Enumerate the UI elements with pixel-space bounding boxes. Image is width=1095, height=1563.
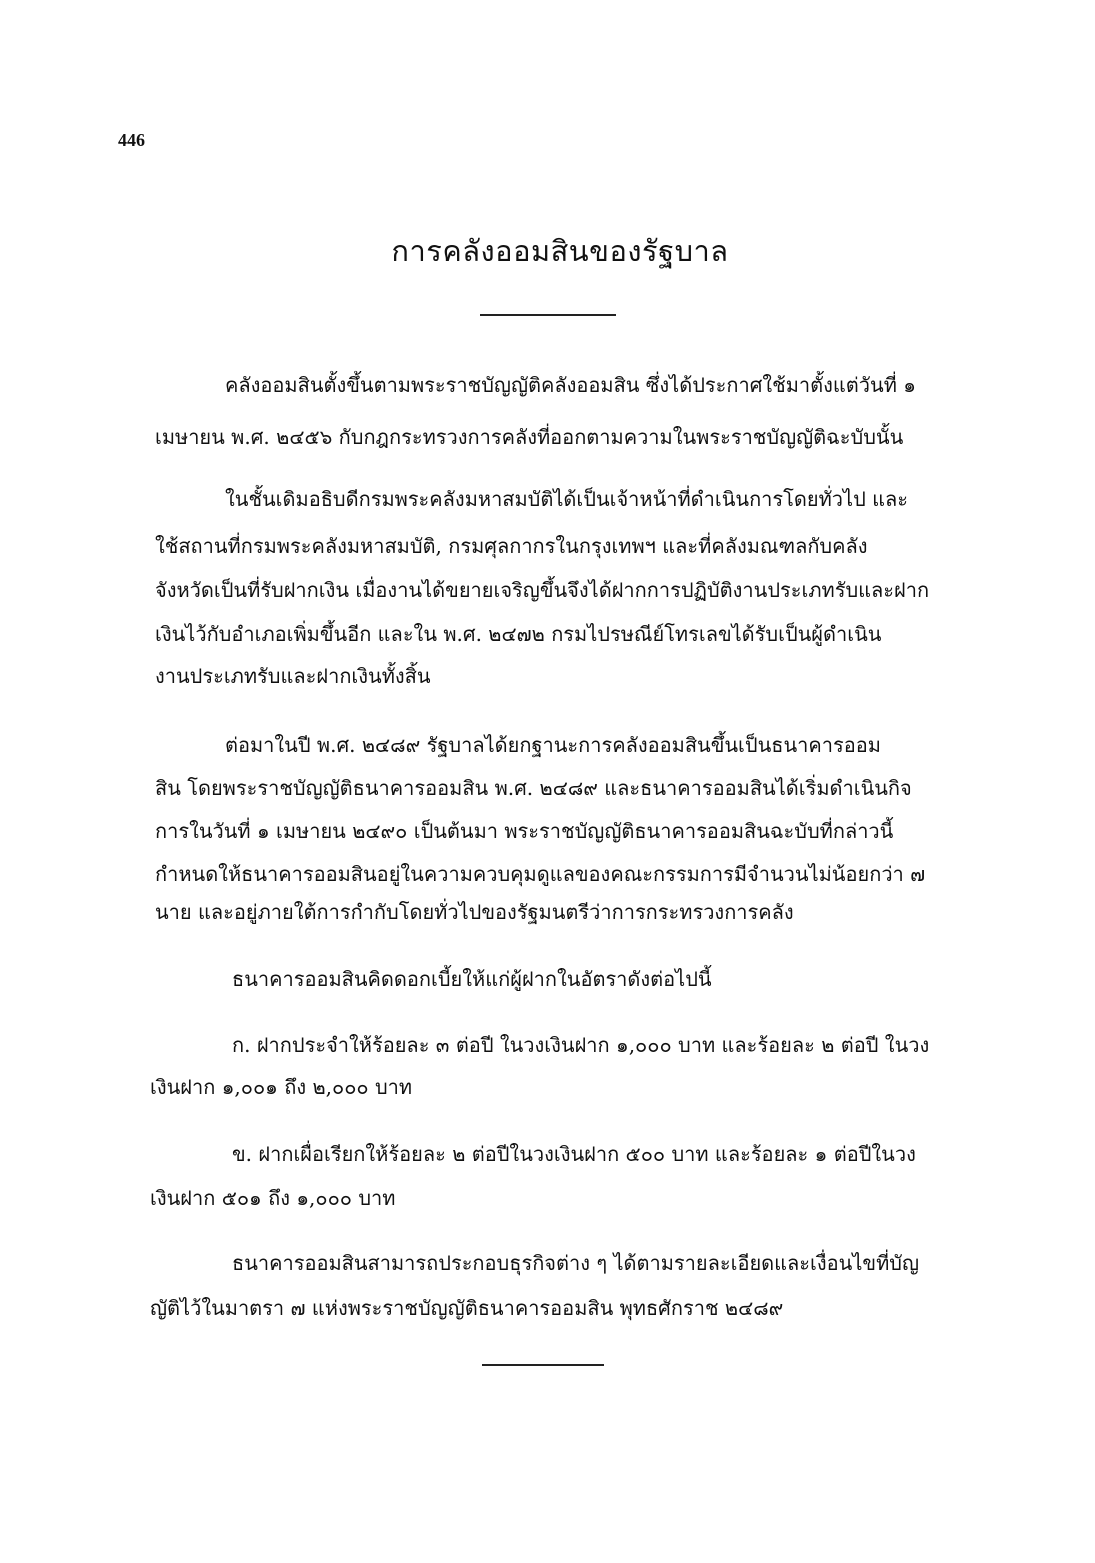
page-number: 446 [118, 130, 145, 150]
text-line: เงินฝาก ๕๐๑ ถึง ๑,๐๐๐ บาท [150, 1186, 396, 1210]
closing-rule [482, 1364, 604, 1366]
text-line: นาย และอยู่ภายใต้การกำกับโดยทั่วไปของรัฐมนตรีว่าการกระทรวงการคลัง [155, 900, 794, 924]
text-line: เงินฝาก ๑,๐๐๑ ถึง ๒,๐๐๐ บาท [150, 1075, 413, 1099]
text-line: เงินไว้กับอำเภอเพิ่มขึ้นอีก และใน พ.ศ. ๒๔๗๒ กรมไปรษณีย์โทรเลขได้รับเป็นผู้ดำเนิน [155, 622, 882, 646]
text-line: กำหนดให้ธนาคารออมสินอยู่ในความควบคุมดูแลของคณะกรรมการมีจำนวนไม่น้อยกว่า ๗ [155, 862, 926, 886]
text-line: เมษายน พ.ศ. ๒๔๕๖ กับกฎกระทรวงการคลังที่ออกตามความในพระราชบัญญัติฉะบับนั้น [155, 425, 904, 449]
text-line: ใช้สถานที่กรมพระคลังมหาสมบัติ, กรมศุลกากรในกรุงเทพฯ และที่คลังมณฑลกับคลัง [155, 534, 868, 558]
text-line: คลังออมสินตั้งขึ้นตามพระราชบัญญัติคลังออมสิน ซึ่งได้ประกาศใช้มาตั้งแต่วันที่ ๑ [225, 373, 916, 397]
text-line: ข. ฝากเผื่อเรียกให้ร้อยละ ๒ ต่อปีในวงเงินฝาก ๕๐๐ บาท และร้อยละ ๑ ต่อปีในวง [232, 1142, 916, 1166]
text-line: ธนาคารออมสินคิดดอกเบี้ยให้แก่ผู้ฝากในอัตราดังต่อไปนี้ [232, 967, 712, 991]
title-rule [480, 314, 616, 316]
text-line: สิน โดยพระราชบัญญัติธนาคารออมสิน พ.ศ. ๒๔๘๙ และธนาคารออมสินได้เริ่มดำเนินกิจ [155, 776, 912, 800]
page-title: การคลังออมสินของรัฐบาล [391, 234, 729, 268]
text-line: การในวันที่ ๑ เมษายน ๒๔๙๐ เป็นต้นมา พระราชบัญญัติธนาคารออมสินฉะบับที่กล่าวนี้ [155, 819, 894, 843]
text-line: ธนาคารออมสินสามารถประกอบธุรกิจต่าง ๆ ได้ตามรายละเอียดและเงื่อนไขที่บัญ [232, 1251, 919, 1275]
text-line: ต่อมาในปี พ.ศ. ๒๔๘๙ รัฐบาลได้ยกฐานะการคลังออมสินขึ้นเป็นธนาคารออม [225, 733, 881, 757]
text-line: งานประเภทรับและฝากเงินทั้งสิ้น [155, 664, 431, 688]
text-line: ก. ฝากประจำให้ร้อยละ ๓ ต่อปี ในวงเงินฝาก ๑,๐๐๐ บาท และร้อยละ ๒ ต่อปี ในวง [232, 1033, 930, 1057]
text-line: ในชั้นเดิมอธิบดีกรมพระคลังมหาสมบัติได้เป็นเจ้าหน้าที่ดำเนินการโดยทั่วไป และ [225, 487, 909, 511]
text-line: จังหวัดเป็นที่รับฝากเงิน เมื่องานได้ขยายเจริญขึ้นจึงได้ฝากการปฏิบัติงานประเภทรับและฝาก [155, 578, 930, 602]
text-line: ญัติไว้ในมาตรา ๗ แห่งพระราชบัญญัติธนาคารออมสิน พุทธศักราช ๒๔๘๙ [150, 1296, 784, 1320]
